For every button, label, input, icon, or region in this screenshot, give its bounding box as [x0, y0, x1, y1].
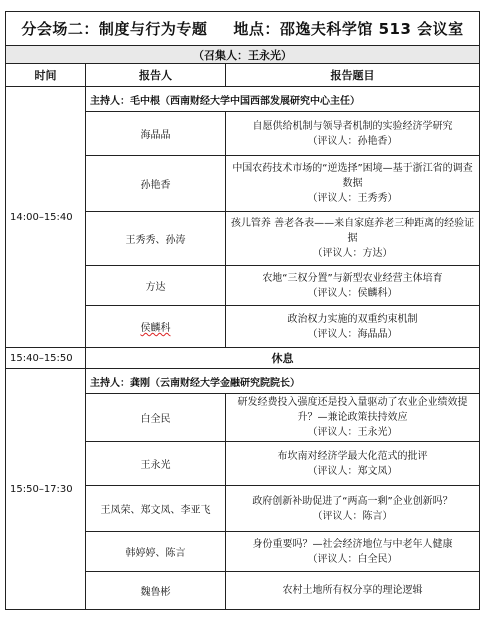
- session1-time: 14:00–15:40: [6, 87, 86, 348]
- talk-title: 中国农药技术市场的“逆选择”困境—基于浙江省的调查数据: [232, 163, 473, 189]
- session-location: 地点：邵逸夫科学馆 513 会议室: [233, 20, 464, 38]
- talk-reviewer: （评议人：郑文凤）: [307, 465, 398, 477]
- topic-cell: [226, 486, 480, 532]
- col-header-time: 时间: [6, 64, 86, 87]
- talk-reviewer: （评议人：白全民）: [307, 553, 398, 565]
- column-header-row: [6, 64, 480, 87]
- break-row: [6, 348, 480, 369]
- talk-title: 研发经费投入强度还是投入量驱动了农业企业绩效提升？—兼论政策扶持效应: [237, 397, 468, 423]
- schedule-table: [5, 11, 480, 610]
- talk-title: 农地“三权分置”与新型农业经营主体培育: [262, 272, 443, 284]
- topic-cell: [226, 394, 480, 442]
- topic-cell: [226, 266, 480, 306]
- talk-reviewer: （评议人：王永光）: [307, 427, 398, 438]
- topic-cell: [226, 306, 480, 348]
- talk-reviewer: （评议人：孙艳香）: [307, 135, 398, 147]
- speaker-cell: 白全民: [86, 394, 226, 442]
- speaker-cell: 魏鲁彬: [86, 572, 226, 610]
- session2-time: 15:50–17:30: [6, 369, 86, 610]
- talk-title: 农村土地所有权分享的理论逻辑: [282, 585, 423, 596]
- speaker-cell: 王凤荣、郑文凤、李亚飞: [86, 486, 226, 532]
- speaker-name: 侯麟科: [140, 323, 171, 334]
- topic-cell: [226, 156, 480, 212]
- talk-title: 政府创新补助促进了“两高一剩”企业创新吗？: [252, 495, 453, 507]
- talk-reviewer: （评议人：王秀秀）: [307, 193, 398, 204]
- topic-cell: [226, 112, 480, 156]
- talk-reviewer: （评议人：陈言）: [312, 510, 393, 522]
- talk-reviewer: （评议人：海晶晶）: [307, 328, 398, 340]
- topic-cell: [226, 532, 480, 572]
- break-label: 休息: [86, 348, 480, 369]
- topic-cell: [226, 572, 480, 610]
- speaker-cell: 孙艳香: [86, 156, 226, 212]
- speaker-cell: 韩婷婷、陈言: [86, 532, 226, 572]
- session2-host-row: [6, 369, 480, 394]
- speaker-cell: [86, 306, 226, 348]
- session-title-cell: [6, 12, 480, 46]
- session1-host-row: [6, 87, 480, 112]
- speaker-cell: 王秀秀、孙涛: [86, 212, 226, 266]
- session-title: 分会场二：制度与行为专题: [21, 20, 208, 38]
- speaker-cell: 海晶晶: [86, 112, 226, 156]
- topic-cell: [226, 442, 480, 486]
- talk-title: 政治权力实施的双重约束机制: [287, 313, 418, 325]
- break-time: 15:40–15:50: [6, 348, 86, 369]
- talk-title: 自愿供给机制与领导者机制的实验经济学研究: [252, 120, 453, 132]
- convener: （召集人：王永光）: [6, 46, 480, 64]
- convener-row: [6, 46, 480, 64]
- session1-host: 主持人：毛中根（西南财经大学中国西部发展研究中心主任）: [86, 87, 480, 112]
- speaker-cell: 王永光: [86, 442, 226, 486]
- header-row: [6, 12, 480, 46]
- topic-cell: [226, 212, 480, 266]
- session2-host: 主持人：龚刚（云南财经大学金融研究院院长）: [86, 369, 480, 394]
- talk-reviewer: （评议人：方达）: [312, 248, 393, 259]
- talk-title: 布坎南对经济学最大化范式的批评: [277, 450, 428, 462]
- speaker-cell: 方达: [86, 266, 226, 306]
- talk-title: 身份重要吗？—社会经济地位与中老年人健康: [252, 538, 453, 550]
- col-header-speaker: 报告人: [86, 64, 226, 87]
- talk-title: 孩儿管养 善老各表——来自家庭养老三种距离的经验证据: [230, 218, 475, 244]
- col-header-topic: 报告题目: [226, 64, 480, 87]
- talk-reviewer: （评议人：侯麟科）: [307, 287, 398, 299]
